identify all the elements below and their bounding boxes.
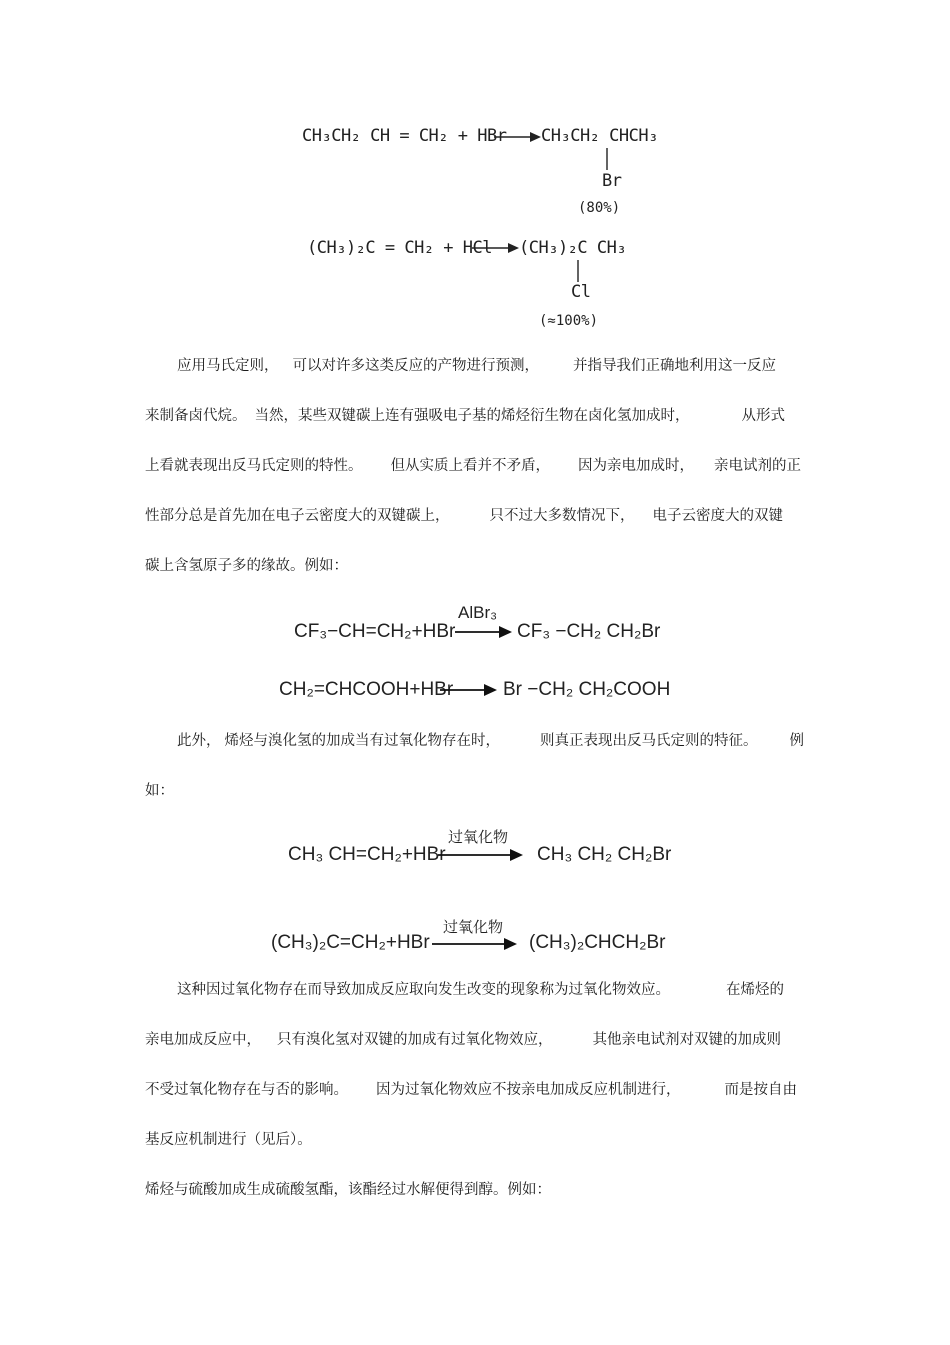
eq2-yield: (≈100%): [539, 313, 599, 329]
bond-line: [576, 260, 580, 282]
reaction-arrow-icon: [440, 683, 498, 697]
p1-line-5: 碳上含氢原子多的缘故。例如：: [145, 558, 348, 574]
eq2-product: (CH₃)₂C CH₃: [519, 238, 627, 258]
eq3-condition: AlBr₃: [458, 603, 498, 622]
eq3-reactants: CF₃−CH=CH₂+HBr: [294, 621, 456, 642]
p3-line-4: 基反应机制进行（见后）。: [145, 1132, 312, 1148]
reaction-arrow-icon: [438, 848, 524, 862]
eq2-substituent: Cl: [571, 282, 591, 302]
eq5-reactants: CH₃ CH=CH₂+HBr: [288, 844, 446, 865]
eq2-reactants: (CH₃)₂C = CH₂ + HCl: [307, 238, 492, 258]
reaction-arrow-icon: [472, 241, 520, 255]
p1-line-2: 来制备卤代烷。 当然，某些双键碳上连有强吸电子基的烯烃衍生物在卤化氢加成时， 从形式: [145, 408, 785, 424]
p1-line-4: 性部分总是首先加在电子云密度大的双键碳上， 只不过大多数情况下， 电子云密度大的双键: [145, 508, 783, 524]
eq3-product: CF₃ −CH₂ CH₂Br: [517, 621, 661, 642]
eq1-yield: (80%): [578, 200, 621, 216]
eq6-reactants: (CH₃)₂C=CH₂+HBr: [271, 932, 430, 953]
p2-line-2: 如：: [145, 783, 174, 799]
reaction-arrow-icon: [455, 625, 513, 639]
p3-line-2: 亲电加成反应中， 只有溴化氢对双键的加成有过氧化物效应， 其他亲电试剂对双键的加成则: [145, 1032, 781, 1048]
eq5-condition: 过氧化物: [448, 828, 509, 846]
p3-line-1: 这种因过氧化物存在而导致加成反应取向发生改变的现象称为过氧化物效应。 在烯烃的: [177, 982, 784, 998]
eq6-condition: 过氧化物: [443, 918, 504, 936]
eq1-product: CH₃CH₂ CHCH₃: [541, 126, 658, 146]
eq1-substituent: Br: [602, 171, 622, 191]
reaction-arrow-icon: [432, 937, 518, 951]
reaction-arrow-icon: [494, 130, 542, 144]
eq1-reactants: CH₃CH₂ CH = CH₂ + HBr: [302, 126, 507, 146]
p3-line-3: 不受过氧化物存在与否的影响。 因为过氧化物效应不按亲电加成反应机制进行， 而是按自由: [145, 1082, 797, 1098]
p2-line-1: 此外， 烯烃与溴化氢的加成当有过氧化物存在时， 则真正表现出反马氏定则的特征。 例: [177, 733, 804, 749]
p1-line-1: 应用马氏定则， 可以对许多这类反应的产物进行预测， 并指导我们正确地利用这一反应: [177, 358, 776, 374]
p4-line-1: 烯烃与硫酸加成生成硫酸氢酯，该酯经过水解便得到醇。例如：: [145, 1182, 551, 1198]
eq6-product: (CH₃)₂CHCH₂Br: [529, 932, 666, 953]
eq5-product: CH₃ CH₂ CH₂Br: [537, 844, 672, 865]
eq4-reactants: CH₂=CHCOOH+HBr: [279, 679, 454, 700]
eq4-product: Br −CH₂ CH₂COOH: [503, 679, 671, 700]
p1-line-3: 上看就表现出反马氏定则的特性。 但从实质上看并不矛盾， 因为亲电加成时， 亲电试剂的正: [145, 458, 801, 474]
bond-line: [605, 148, 609, 170]
